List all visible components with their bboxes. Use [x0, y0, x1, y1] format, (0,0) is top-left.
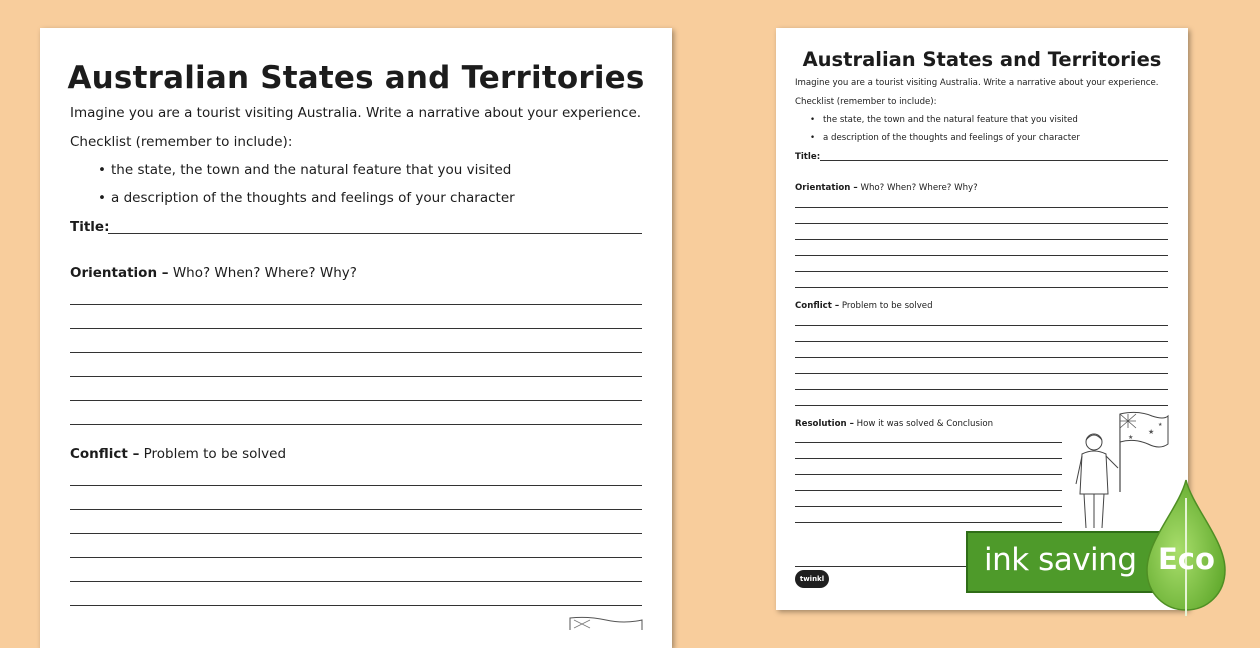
writing-line [70, 304, 642, 305]
resolution-heading: Resolution – How it was solved & Conclusion [795, 419, 994, 429]
conflict-heading: Conflict – Problem to be solved [70, 446, 287, 462]
writing-line [70, 352, 642, 353]
orientation-heading: Orientation – Who? When? Where? Why? [795, 183, 978, 193]
writing-line [795, 405, 1168, 406]
writing-line [795, 442, 1062, 443]
writing-line [795, 373, 1168, 374]
svg-text:★: ★ [1158, 422, 1163, 428]
title-line [108, 233, 642, 234]
svg-text:★: ★ [1128, 434, 1134, 441]
writing-line [795, 239, 1168, 240]
writing-line [795, 207, 1168, 208]
conflict-heading: Conflict – Problem to be solved [795, 301, 933, 311]
writing-line [70, 424, 642, 425]
worksheet-title: Australian States and Territories [67, 60, 645, 96]
title-label: Title: [795, 152, 821, 162]
writing-line [70, 485, 642, 486]
writing-line [70, 328, 642, 329]
title-label: Title: [70, 219, 110, 235]
writing-line [795, 522, 1062, 523]
writing-line [70, 581, 642, 582]
writing-line [795, 271, 1168, 272]
checklist-heading: Checklist (remember to include): [795, 97, 937, 107]
checklist-item: • a description of the thoughts and feelings of your character [111, 190, 515, 206]
writing-line [795, 287, 1168, 288]
flag-illustration-icon [568, 616, 644, 630]
writing-line [795, 255, 1168, 256]
worksheet-title: Australian States and Territories [802, 48, 1162, 71]
intro-text: Imagine you are a tourist visiting Australia. Write a narrative about your experience. [795, 78, 1159, 88]
writing-line [795, 490, 1062, 491]
writing-line [795, 474, 1062, 475]
checklist-heading: Checklist (remember to include): [70, 134, 293, 150]
worksheet-preview-large [40, 28, 672, 648]
checklist-item: • the state, the town and the natural feature that you visited [111, 162, 511, 178]
writing-line [70, 557, 642, 558]
ink-saving-label: ink saving [984, 542, 1137, 578]
eco-label: Eco [1158, 542, 1215, 576]
writing-line [70, 533, 642, 534]
twinkl-logo: twinkl [795, 570, 829, 588]
writing-line [70, 376, 642, 377]
writing-line [795, 325, 1168, 326]
writing-line [70, 509, 642, 510]
checklist-item: • the state, the town and the natural feature that you visited [823, 115, 1078, 125]
writing-line [795, 458, 1062, 459]
writing-line [795, 357, 1168, 358]
writing-line [70, 400, 642, 401]
writing-line [795, 389, 1168, 390]
svg-text:★: ★ [1148, 428, 1155, 436]
title-line [820, 160, 1168, 161]
checklist-item: • a description of the thoughts and feelings of your character [823, 133, 1080, 143]
writing-line [795, 341, 1168, 342]
writing-line [795, 506, 1062, 507]
worksheet-preview-small [776, 28, 1188, 610]
writing-line [70, 605, 642, 606]
intro-text: Imagine you are a tourist visiting Australia. Write a narrative about your experience. [70, 105, 642, 121]
orientation-heading: Orientation – Who? When? Where? Why? [70, 265, 357, 281]
writing-line [795, 223, 1168, 224]
